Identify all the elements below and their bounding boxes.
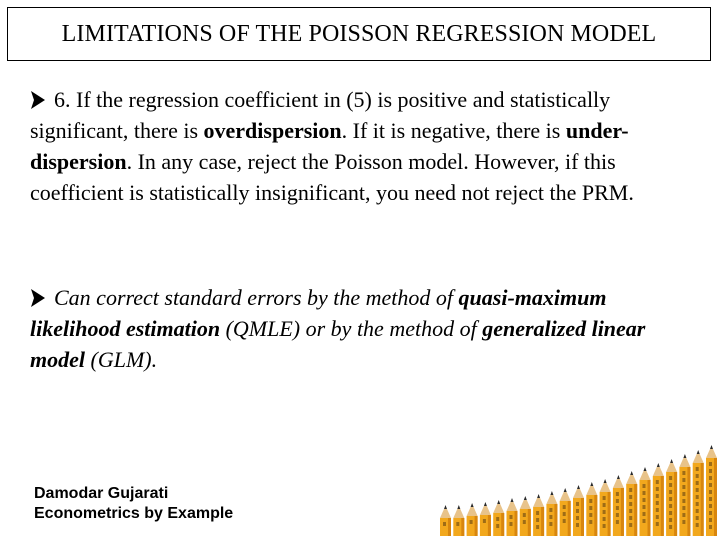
pencil-bar: [586, 482, 597, 536]
pencil-bar: [600, 479, 611, 536]
pencil-bar: [573, 485, 584, 536]
pencil-bar: [640, 467, 651, 536]
pencil-bar: [453, 505, 464, 536]
bullet-1-part-3: . If it is negative, there is: [341, 118, 566, 143]
title-box: [7, 7, 711, 61]
bullet-2-text: [30, 285, 645, 372]
pencil-bar: [626, 471, 637, 536]
footer-credit: [34, 484, 233, 524]
bullet-1: [30, 84, 690, 208]
slide-title: LIMITATIONS OF THE POISSON REGRESSION MODEL: [61, 20, 657, 47]
arrow-bullet-icon: [30, 90, 46, 110]
pencil-bar: [533, 494, 544, 536]
pencil-bar: [693, 450, 704, 536]
pencil-bar: [679, 454, 690, 536]
footer-book: Econometrics by Example: [34, 505, 234, 522]
bullet-2-part-1: Can correct standard errors by the method of: [54, 285, 459, 310]
bullet-2-term-glm: generalized linear model: [30, 316, 646, 372]
pencil-bar: [560, 488, 571, 536]
footer-author: Damodar Gujarati: [34, 485, 169, 502]
pencil-bar: [653, 463, 664, 536]
pencil-bar: [493, 500, 504, 536]
bullet-1-part-1: 6. If the regression coefficient in (5) is positive and statistically significant, there is: [30, 87, 611, 143]
pencils-bar-graph-image: [438, 436, 720, 540]
pencil-bar: [480, 502, 491, 536]
bullet-1-part-5: . In any case, reject the Poisson model. However, if this coefficient is statistically insignificant, you need not reject the PRM.: [30, 149, 634, 205]
pencil-bar: [520, 496, 531, 536]
bullet-2-part-5: (GLM).: [85, 347, 158, 372]
pencil-bar: [507, 498, 518, 536]
pencil-bar: [706, 445, 717, 536]
bullet-1-term-overdispersion: overdispersion: [203, 118, 342, 143]
pencil-bar: [613, 475, 624, 536]
bullet-2-part-3: (QMLE) or by the method of: [220, 316, 483, 341]
pencil-bar: [467, 503, 478, 536]
bullet-1-text: [30, 87, 634, 205]
arrow-bullet-icon: [30, 288, 46, 308]
pencil-bar: [440, 505, 451, 536]
bullet-2-term-qmle: quasi-maximum likelihood estimation: [30, 285, 607, 341]
bullet-2: [30, 282, 690, 375]
pencil-bar: [546, 491, 557, 536]
bullet-1-term-under-dispersion: under-dispersion: [30, 118, 629, 174]
pencil-bar: [666, 459, 677, 536]
